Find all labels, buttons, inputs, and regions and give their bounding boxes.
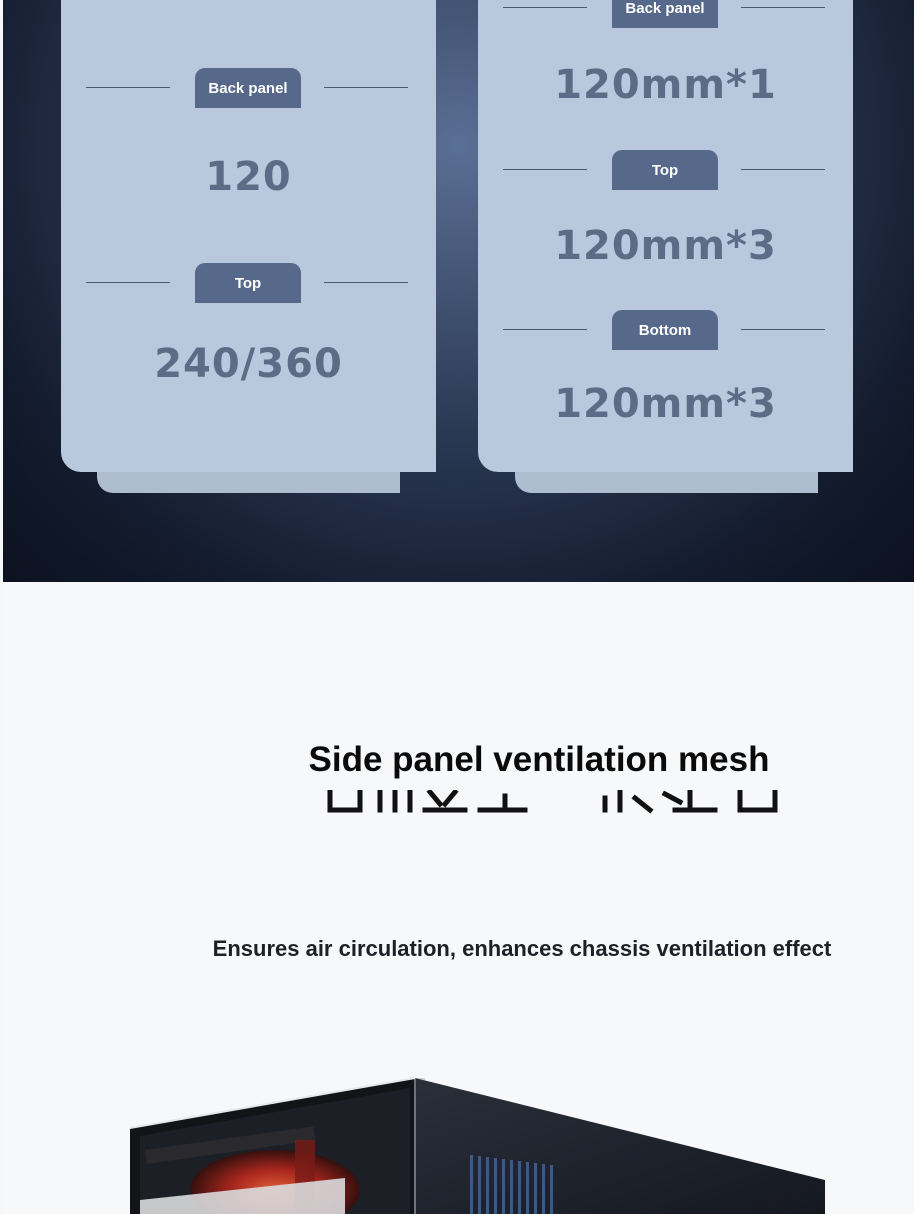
divider-line bbox=[324, 282, 408, 283]
divider-line bbox=[503, 169, 587, 170]
divider-line bbox=[86, 282, 170, 283]
spec-card-right bbox=[478, 0, 853, 472]
spec-row-back-panel bbox=[478, 0, 853, 28]
decorative-text-residue bbox=[320, 790, 790, 814]
spec-value: 120mm*1 bbox=[554, 62, 777, 108]
spec-row-back-panel bbox=[61, 68, 436, 108]
spec-row-bottom bbox=[478, 310, 853, 350]
spec-tag: Bottom bbox=[612, 310, 718, 350]
spec-tag: Back panel bbox=[195, 68, 301, 108]
spec-value: 120mm*3 bbox=[554, 223, 777, 269]
divider-line bbox=[503, 7, 587, 8]
spec-card-left bbox=[61, 0, 436, 472]
spec-value: 120 bbox=[205, 154, 292, 200]
spec-value: 120mm*3 bbox=[554, 381, 777, 427]
divider-line bbox=[741, 329, 825, 330]
spec-tag: Top bbox=[195, 263, 301, 303]
spec-tag: Back panel bbox=[612, 0, 718, 28]
divider-line bbox=[503, 329, 587, 330]
pc-case-image bbox=[125, 1070, 825, 1214]
spec-value: 240/360 bbox=[154, 341, 343, 387]
divider-line bbox=[324, 87, 408, 88]
spec-row-top bbox=[478, 150, 853, 190]
divider-line bbox=[741, 169, 825, 170]
divider-line bbox=[741, 7, 825, 8]
airflow-spec-panel bbox=[3, 0, 914, 582]
spec-tag: Top bbox=[612, 150, 718, 190]
divider-line bbox=[86, 87, 170, 88]
spec-row-top bbox=[61, 263, 436, 303]
feature-subtitle: Ensures air circulation, enhances chassis ventilation effect bbox=[212, 936, 832, 961]
feature-title: Side panel ventilation mesh bbox=[308, 740, 770, 779]
